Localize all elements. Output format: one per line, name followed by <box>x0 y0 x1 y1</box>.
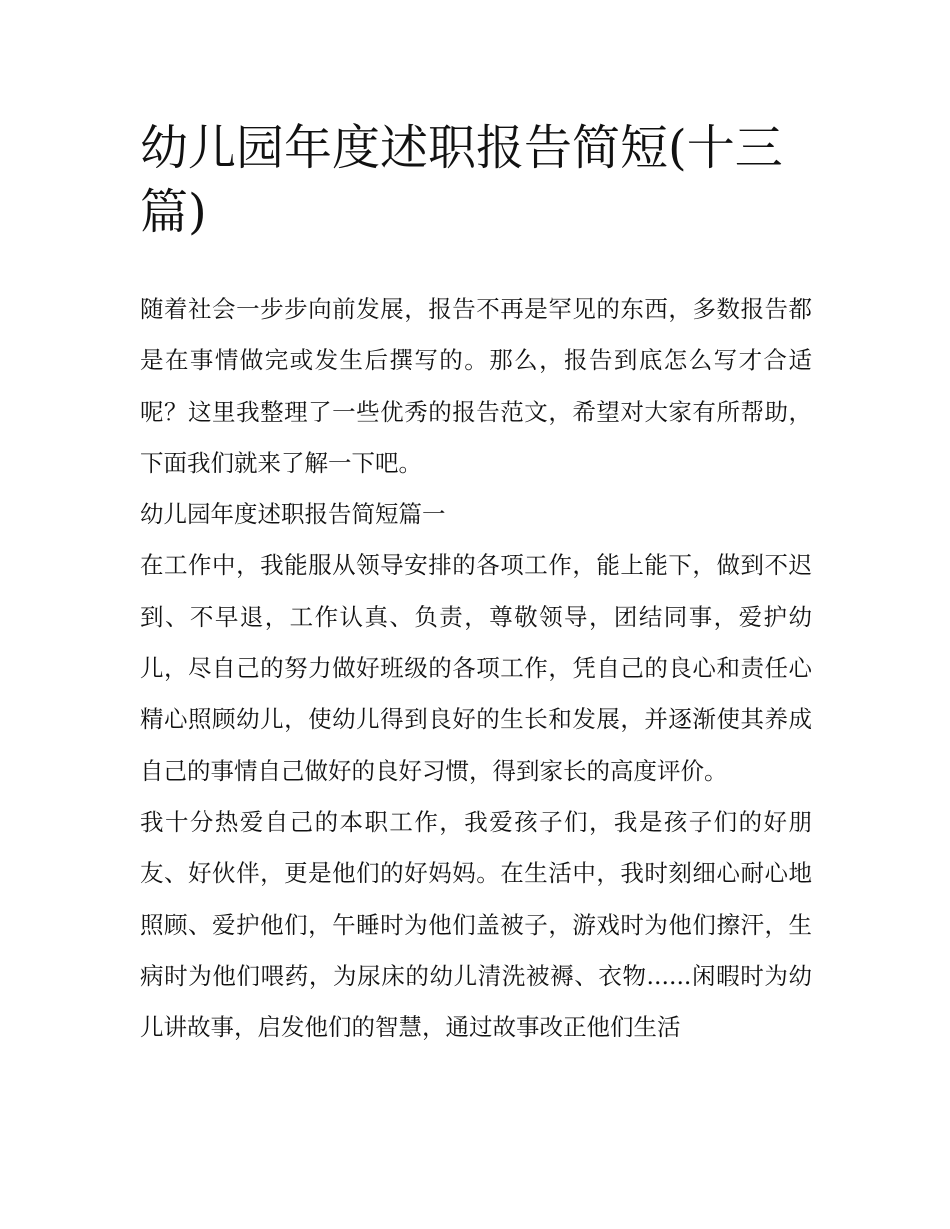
section-heading: 幼儿园年度述职报告简短篇一 <box>140 500 446 529</box>
document-title: 幼儿园年度述职报告简短(十三篇) <box>140 120 783 240</box>
document-body <box>140 284 812 1053</box>
body-paragraph-1: 在工作中，我能服从领导安排的各项工作，能上能下，做到不迟到、不早退，工作认真、负责，尊敬领导，团结同事，爱护幼儿，尽自己的努力做好班级的各项工作，凭自己的良心和责任心精心照顾幼儿，使幼儿得到良好的生长和发展，并逐渐使其养成自己的事情自己做好的良好习惯，得到家长的高度评价。 <box>140 551 812 785</box>
body-paragraph-2: 我十分热爱自己的本职工作，我爱孩子们，我是孩子们的好朋友、好伙伴，更是他们的好妈妈。在生活中，我时刻细心耐心地照顾、爱护他们，午睡时为他们盖被子，游戏时为他们擦汗，生病时为他们喂药，为尿床的幼儿清洗被褥、衣物......闲暇时为幼儿讲故事，启发他们的智慧，通过故事改正他们生活 <box>140 807 812 1042</box>
intro-paragraph: 随着社会一步步向前发展，报告不再是罕见的东西，多数报告都是在事情做完或发生后撰写的。那么，报告到底怎么写才合适呢？这里我整理了一些优秀的报告范文，希望对大家有所帮助，下面我们就来了解一下吧。 <box>140 295 812 477</box>
